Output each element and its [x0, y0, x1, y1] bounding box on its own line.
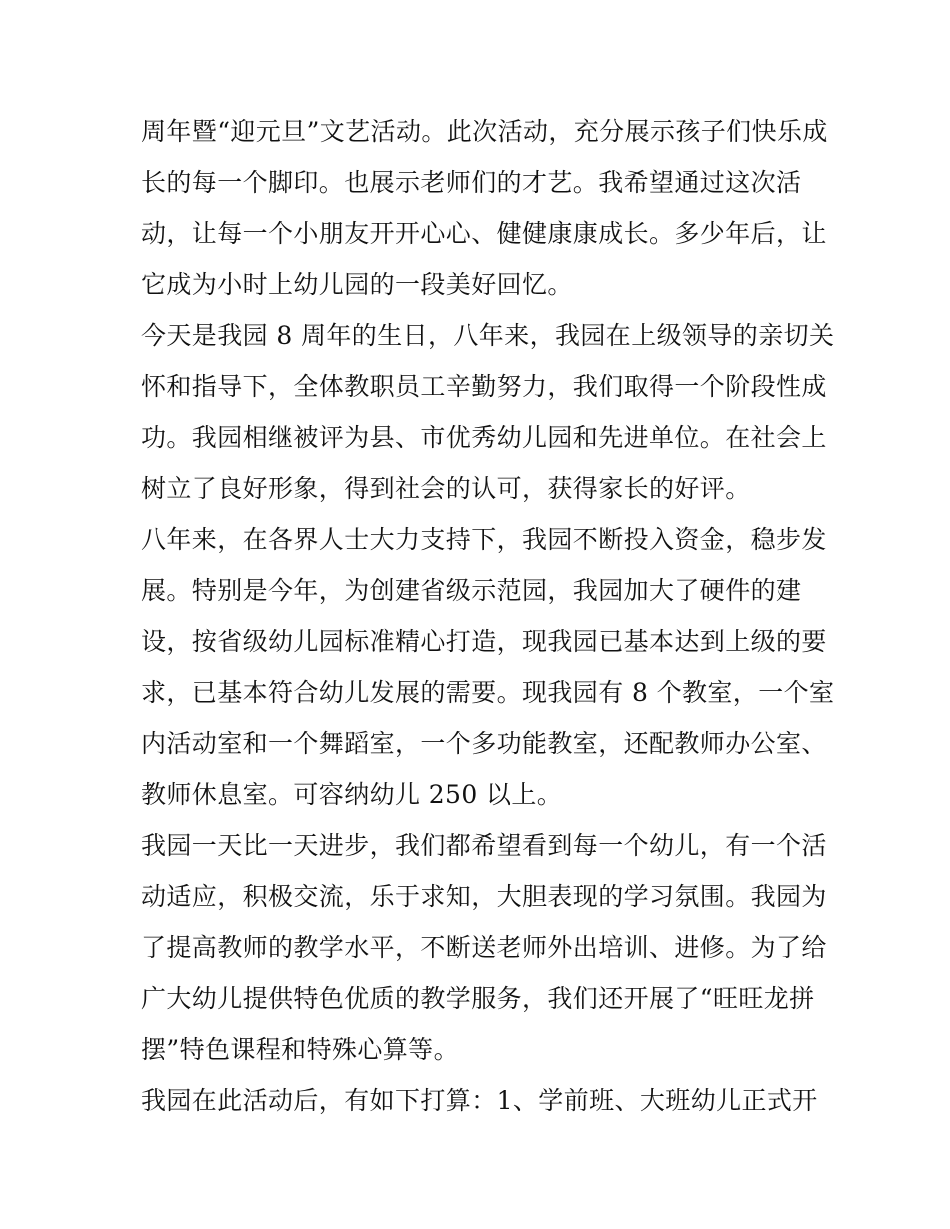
text-line: 广大幼儿提供特色优质的教学服务，我们还开展了“旺旺龙拼	[141, 984, 815, 1013]
text-line: 动，让每一个小朋友开开心心、健健康康成长。多少年后，让	[141, 219, 827, 248]
text-line: 动适应，积极交流，乐于求知，大胆表现的学习氛围。我园为	[141, 882, 827, 911]
text-line: 树立了良好形象，得到社会的认可，获得家长的好评。	[141, 474, 751, 503]
text-line: 了提高教师的教学水平，不断送老师外出培训、进修。为了给	[141, 933, 827, 962]
text-line: 怀和指导下，全体教职员工辛勤努力，我们取得一个阶段性成	[141, 372, 827, 401]
text-line: 功。我园相继被评为县、市优秀幼儿园和先进单位。在社会上	[141, 423, 827, 452]
text-line: 我园在此活动后，有如下打算：1、学前班、大班幼儿正式开	[141, 1086, 818, 1115]
text-line: 教师休息室。可容纳幼儿 250 以上。	[141, 780, 563, 809]
text-line: 它成为小时上幼儿园的一段美好回忆。	[141, 270, 573, 299]
text-line: 设，按省级幼儿园标准精心打造，现我园已基本达到上级的要	[141, 627, 827, 656]
text-line: 求，已基本符合幼儿发展的需要。现我园有 8 个教室，一个室	[141, 678, 835, 707]
text-line: 展。特别是今年，为创建省级示范园，我园加大了硬件的建	[141, 576, 802, 605]
text-line: 摆”特色课程和特殊心算等。	[141, 1035, 459, 1064]
text-line: 周年暨“迎元旦”文艺活动。此次活动，充分展示孩子们快乐成	[141, 117, 828, 146]
text-line: 内活动室和一个舞蹈室，一个多功能教室，还配教师办公室、	[141, 729, 827, 758]
text-line: 今天是我园 8 周年的生日，八年来，我园在上级领导的亲切关	[141, 321, 835, 350]
text-line: 长的每一个脚印。也展示老师们的才艺。我希望通过这次活	[141, 168, 802, 197]
document-body	[141, 106, 835, 1126]
text-line: 我园一天比一天进步，我们都希望看到每一个幼儿，有一个活	[141, 831, 827, 860]
text-line: 八年来，在各界人士大力支持下，我园不断投入资金，稳步发	[141, 525, 827, 554]
